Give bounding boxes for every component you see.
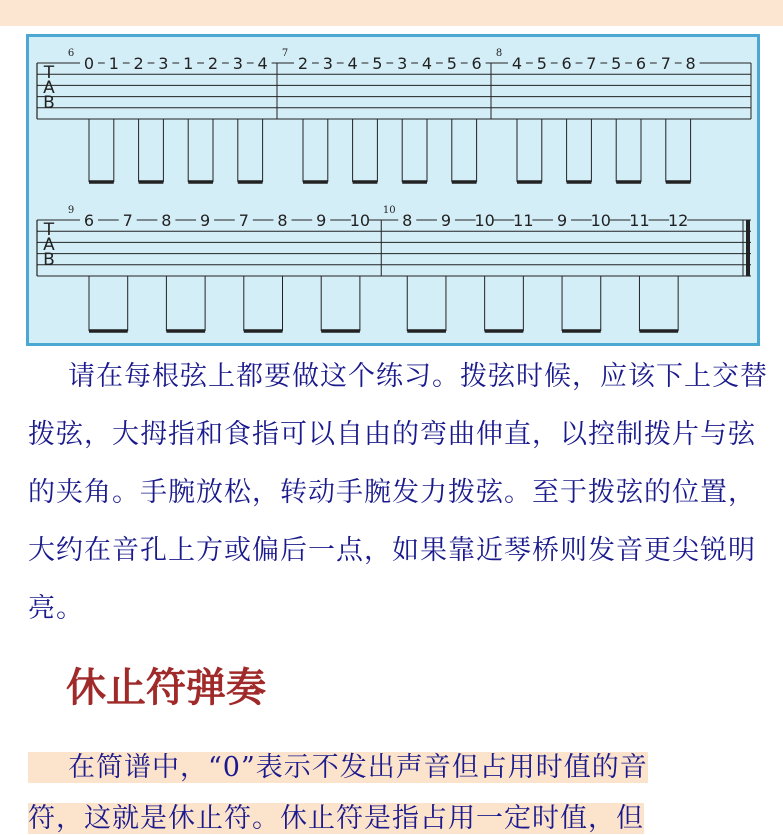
tab-note: 2	[133, 54, 144, 73]
tab-note: 7	[238, 211, 249, 230]
paragraph-rest-line1: 在简谱中，“0”表示不发出声音但占用时值的音	[28, 745, 648, 784]
tab-note: 6	[561, 54, 572, 73]
tab-note: 11	[513, 211, 534, 230]
tab-note: 8	[685, 54, 696, 73]
measure-number: 7	[281, 48, 289, 59]
tab-note: 4	[347, 54, 358, 73]
measure-number: 6	[67, 48, 75, 59]
tab-note: 3	[397, 54, 408, 73]
paragraph-rest-line2: 符，这就是休止符。休止符是指占用一定时值，但	[28, 803, 644, 834]
tab-clef-letter: A	[43, 235, 55, 255]
tab-clef-letter: B	[43, 93, 55, 113]
tab-note: 10	[349, 211, 371, 230]
tab-note: 9	[316, 211, 327, 230]
tab-note: 2	[207, 54, 219, 73]
tab-note: 10	[590, 211, 611, 230]
tab-note: 2	[297, 54, 309, 73]
tab-note: 11	[629, 211, 650, 230]
tab-note: 3	[232, 54, 243, 73]
measure-number: 9	[67, 205, 75, 216]
tab-clef-letter: T	[43, 63, 55, 83]
tab-note: 9	[556, 211, 568, 230]
tab-staff-svg	[29, 37, 757, 343]
measure-number: 10	[382, 205, 396, 216]
tab-note: 8	[161, 211, 172, 230]
tab-note: 12	[667, 211, 689, 230]
tab-note: 9	[440, 211, 452, 230]
tab-note: 9	[200, 211, 211, 230]
tab-note: 6	[471, 54, 482, 73]
tab-note: 5	[611, 54, 622, 73]
measure-number: 8	[495, 48, 503, 59]
tab-note: 1	[183, 54, 194, 73]
tab-note: 8	[277, 211, 288, 230]
tab-note: 6	[635, 54, 647, 73]
tab-note: 3	[158, 54, 169, 73]
paragraph-practice: 请在每根弦上都要做这个练习。拨弦时候，应该下上交替拨弦，大拇指和食指可以自由的弯曲伸直，以控制拨片与弦的夹角。手腕放松，转动手腕发力拨弦。至于拨弦的位置，大约在音孔上方或偏后一点，如果靠近琴桥则发音更尖锐明亮。	[28, 361, 768, 624]
tab-note: 0	[83, 54, 95, 73]
top-band	[0, 0, 783, 26]
tab-note: 7	[660, 54, 671, 73]
tab-note: 7	[122, 211, 133, 230]
tab-note: 7	[586, 54, 597, 73]
tab-note: 6	[83, 211, 95, 230]
tab-note: 5	[446, 54, 457, 73]
section-heading: 休止符弹奏	[66, 665, 266, 711]
tab-note: 4	[257, 54, 268, 73]
tab-note: 4	[511, 54, 523, 73]
tab-clef-letter: B	[43, 250, 55, 270]
tab-note: 8	[402, 211, 413, 230]
tab-note: 10	[474, 211, 495, 230]
guitar-tab-figure	[26, 34, 760, 346]
tab-note: 4	[421, 54, 433, 73]
tab-note: 5	[536, 54, 547, 73]
tab-note: 3	[322, 54, 333, 73]
tab-note: 1	[108, 54, 119, 73]
tab-clef-letter: T	[43, 220, 55, 240]
tab-note: 5	[372, 54, 383, 73]
tab-clef-letter: A	[43, 78, 55, 98]
